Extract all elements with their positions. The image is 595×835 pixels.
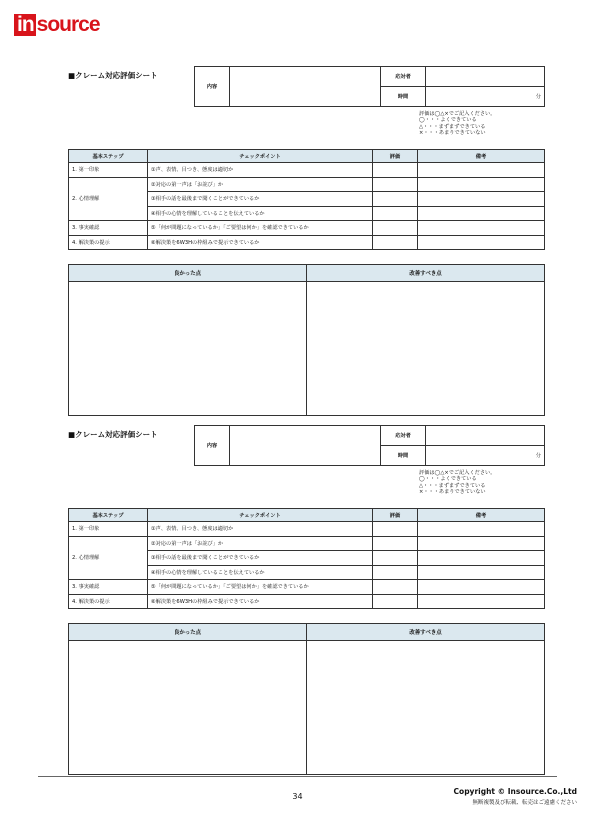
time-field[interactable] bbox=[426, 446, 545, 466]
check-cell: ③相手の話を最後まで聞くことができているか bbox=[148, 551, 373, 566]
rating-cell[interactable] bbox=[373, 536, 418, 551]
minutes-label: 分 bbox=[535, 453, 541, 459]
step-cell: 2. 心情理解 bbox=[69, 177, 148, 221]
responder-label: 応対者 bbox=[381, 67, 426, 87]
footer-divider bbox=[38, 776, 557, 777]
remarks-cell[interactable] bbox=[418, 565, 545, 580]
checkpoint-table bbox=[68, 508, 545, 609]
remarks-cell[interactable] bbox=[418, 594, 545, 609]
check-cell: ③相手の話を最後まで聞くことができているか bbox=[148, 192, 373, 207]
rating-cell[interactable] bbox=[373, 163, 418, 178]
remarks-cell[interactable] bbox=[418, 235, 545, 250]
legend-line: ×・・・あまりできていない bbox=[419, 130, 486, 137]
legend-line: △・・・まずまずできている bbox=[419, 123, 486, 130]
info-table bbox=[194, 66, 545, 107]
copyright-text: Copyright © Insource.Co.,Ltd bbox=[453, 787, 577, 796]
remarks-cell[interactable] bbox=[418, 551, 545, 566]
legend-line: ◯・・・よくできている bbox=[419, 117, 477, 124]
check-cell: ④相手の心情を理解していることを伝えているか bbox=[148, 565, 373, 580]
checkpoint-table bbox=[68, 149, 545, 250]
step-cell: 3. 事実確認 bbox=[69, 221, 148, 236]
time-label: 時間 bbox=[381, 87, 426, 107]
remarks-cell[interactable] bbox=[418, 221, 545, 236]
logo-source: source bbox=[36, 13, 100, 36]
time-field[interactable] bbox=[426, 87, 545, 107]
legend-line: 評価は◯△×でご記入ください。 bbox=[419, 111, 496, 117]
responder-field[interactable] bbox=[426, 426, 545, 446]
remarks-cell[interactable] bbox=[418, 192, 545, 207]
check-cell: ①声、表情、目つき、態度は適切か bbox=[148, 522, 373, 537]
page-number: 34 bbox=[292, 792, 303, 801]
insource-logo bbox=[14, 14, 100, 36]
remarks-cell[interactable] bbox=[418, 177, 545, 192]
step-cell: 3. 事実確認 bbox=[69, 580, 148, 595]
good-points-field[interactable] bbox=[69, 641, 307, 775]
header-remarks: 備考 bbox=[418, 509, 545, 522]
info-table bbox=[194, 425, 545, 466]
improve-points-field[interactable] bbox=[307, 641, 545, 775]
content-field[interactable] bbox=[230, 426, 381, 466]
review-table bbox=[68, 623, 545, 775]
header-step: 基本ステップ bbox=[69, 150, 148, 163]
rating-cell[interactable] bbox=[373, 206, 418, 221]
step-cell: 2. 心情理解 bbox=[69, 536, 148, 580]
table-row bbox=[69, 522, 545, 537]
table-row bbox=[69, 177, 545, 192]
step-cell: 4. 解決策の提示 bbox=[69, 594, 148, 609]
rating-cell[interactable] bbox=[373, 221, 418, 236]
improve-points-field[interactable] bbox=[307, 282, 545, 416]
sheet-title: ■クレーム対応評価シート bbox=[68, 430, 158, 439]
rating-cell[interactable] bbox=[373, 565, 418, 580]
improve-points-header: 改善すべき点 bbox=[307, 624, 545, 641]
table-row bbox=[69, 235, 545, 250]
header-check: チェックポイント bbox=[148, 150, 373, 163]
check-cell: ④相手の心情を理解していることを伝えているか bbox=[148, 206, 373, 221]
responder-label: 応対者 bbox=[381, 426, 426, 446]
header-step: 基本ステップ bbox=[69, 509, 148, 522]
rating-cell[interactable] bbox=[373, 192, 418, 207]
evaluation-legend bbox=[419, 111, 495, 137]
legend-line: △・・・まずまずできている bbox=[419, 482, 486, 489]
remarks-cell[interactable] bbox=[418, 522, 545, 537]
header-remarks: 備考 bbox=[418, 150, 545, 163]
content-field[interactable] bbox=[230, 67, 381, 107]
step-cell: 1. 第一印象 bbox=[69, 163, 148, 178]
rating-cell[interactable] bbox=[373, 177, 418, 192]
good-points-field[interactable] bbox=[69, 282, 307, 416]
minutes-label: 分 bbox=[535, 94, 541, 100]
check-cell: ⑤「何が問題になっているか」「ご要望は何か」を確認できているか bbox=[148, 580, 373, 595]
header-rating: 評価 bbox=[373, 509, 418, 522]
evaluation-legend bbox=[419, 470, 495, 496]
good-points-header: 良かった点 bbox=[69, 624, 307, 641]
table-row bbox=[69, 580, 545, 595]
rating-cell[interactable] bbox=[373, 522, 418, 537]
check-cell: ①声、表情、目つき、態度は適切か bbox=[148, 163, 373, 178]
table-row bbox=[69, 163, 545, 178]
copyright-block bbox=[454, 787, 577, 806]
check-cell: ⑥解決策を6W3Hの枠組みで提示できているか bbox=[148, 235, 373, 250]
check-cell: ⑤「何が問題になっているか」「ご要望は何か」を確認できているか bbox=[148, 221, 373, 236]
responder-field[interactable] bbox=[426, 67, 545, 87]
step-cell: 4. 解決策の提示 bbox=[69, 235, 148, 250]
content-label: 内容 bbox=[195, 426, 230, 466]
good-points-header: 良かった点 bbox=[69, 265, 307, 282]
time-label: 時間 bbox=[381, 446, 426, 466]
header-check: チェックポイント bbox=[148, 509, 373, 522]
table-row bbox=[69, 221, 545, 236]
header-rating: 評価 bbox=[373, 150, 418, 163]
legend-line: 評価は◯△×でご記入ください。 bbox=[419, 470, 496, 476]
sheet-title: ■クレーム対応評価シート bbox=[68, 71, 158, 80]
copyright-notice: 無断複製及び転載、転売はご遠慮ください bbox=[472, 800, 577, 806]
step-cell: 1. 第一印象 bbox=[69, 522, 148, 537]
rating-cell[interactable] bbox=[373, 580, 418, 595]
rating-cell[interactable] bbox=[373, 594, 418, 609]
table-row bbox=[69, 536, 545, 551]
content-label: 内容 bbox=[195, 67, 230, 107]
table-row bbox=[69, 594, 545, 609]
improve-points-header: 改善すべき点 bbox=[307, 265, 545, 282]
remarks-cell[interactable] bbox=[418, 580, 545, 595]
legend-line: ◯・・・よくできている bbox=[419, 476, 477, 483]
remarks-cell[interactable] bbox=[418, 163, 545, 178]
rating-cell[interactable] bbox=[373, 235, 418, 250]
remarks-cell[interactable] bbox=[418, 536, 545, 551]
remarks-cell[interactable] bbox=[418, 206, 545, 221]
legend-line: ×・・・あまりできていない bbox=[419, 489, 486, 496]
review-table bbox=[68, 264, 545, 416]
logo-in: in bbox=[14, 14, 36, 36]
rating-cell[interactable] bbox=[373, 551, 418, 566]
check-cell: ⑥解決策を6W3Hの枠組みで提示できているか bbox=[148, 594, 373, 609]
check-cell: ②対応の第一声は「お詫び」か bbox=[148, 536, 373, 551]
check-cell: ②対応の第一声は「お詫び」か bbox=[148, 177, 373, 192]
